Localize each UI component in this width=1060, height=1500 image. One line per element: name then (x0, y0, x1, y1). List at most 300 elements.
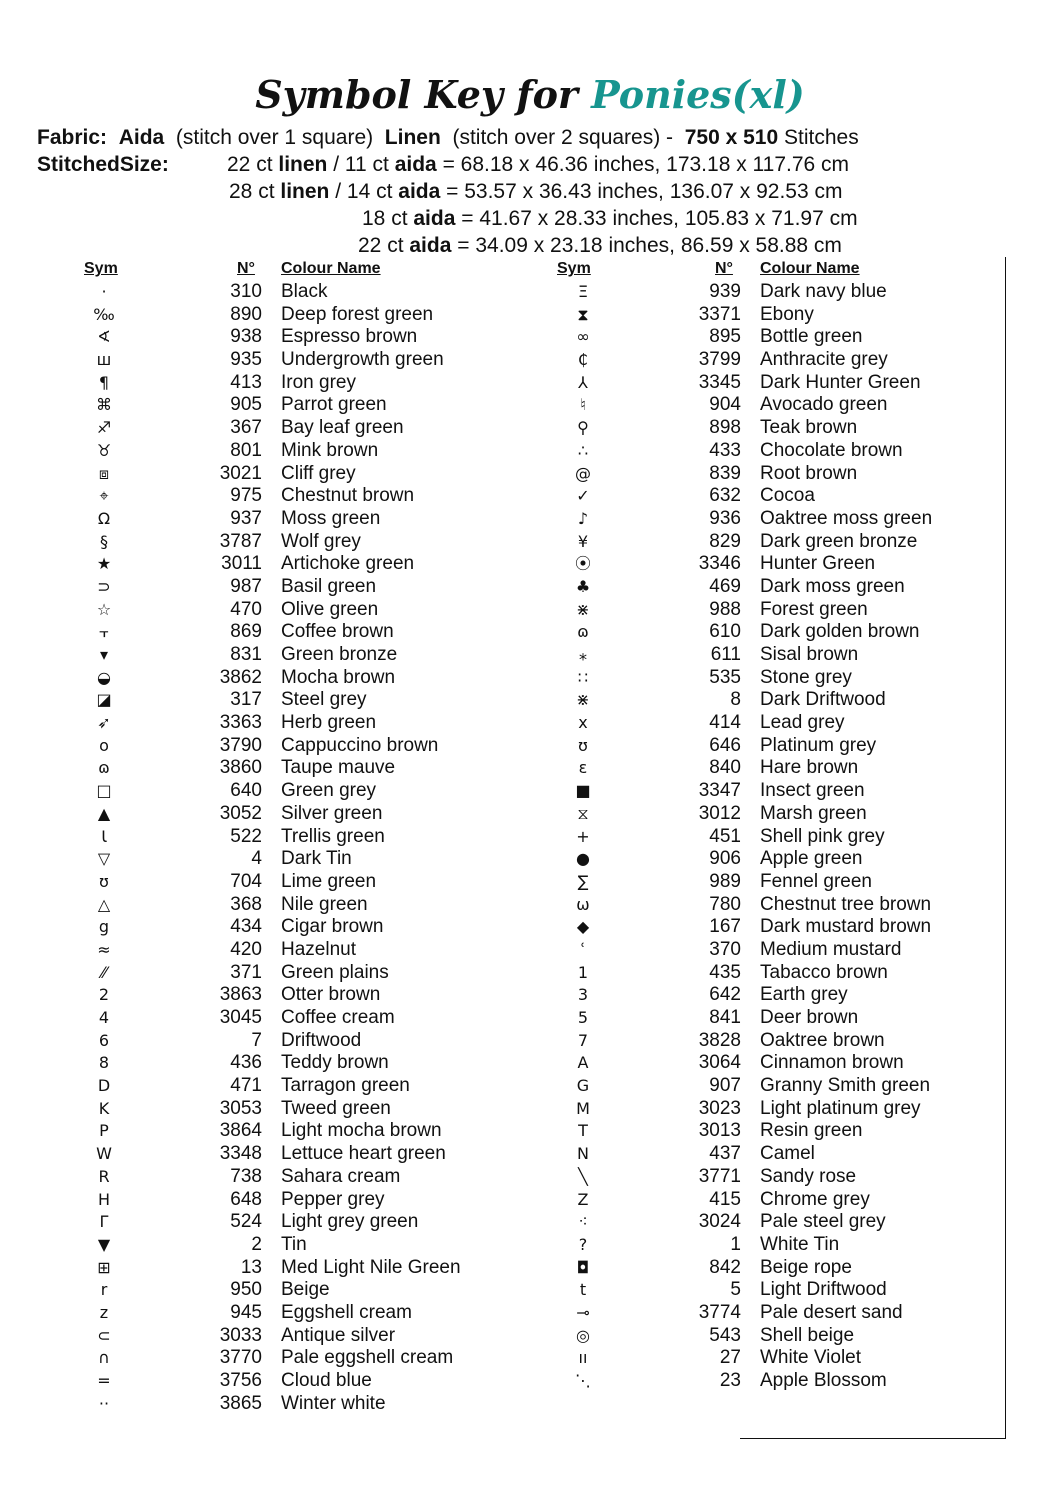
stitch-symbol: ω (576, 894, 590, 914)
floss-number: 371 (230, 961, 262, 983)
stitch-symbol: ⚲ (577, 418, 589, 438)
colour-name: Platinum grey (760, 734, 877, 756)
stitch-symbol: ◎ (576, 1325, 590, 1345)
stitch-symbol: ☆ (96, 599, 112, 619)
floss-number: 937 (230, 507, 262, 529)
colour-name: Tweed green (281, 1097, 391, 1119)
floss-number: 543 (709, 1324, 741, 1346)
colour-name: Bottle green (760, 326, 863, 348)
stitch-symbol: ε (578, 758, 588, 778)
stitch-symbol: ⋇ (576, 599, 590, 619)
stitched-size-label: StitchedSize: (37, 153, 169, 176)
colour-name: Otter brown (281, 984, 381, 1006)
stitch-symbol: ¶ (98, 372, 110, 392)
colour-name: Dark Hunter Green (760, 371, 921, 393)
colour-name: Light mocha brown (281, 1120, 442, 1142)
stitch-symbol: ∴ (577, 440, 589, 460)
stitch-symbol: D (97, 1076, 111, 1096)
floss-number: 3012 (698, 802, 741, 824)
stitch-symbol: ⊸ (576, 1302, 590, 1322)
floss-number: 415 (709, 1188, 741, 1210)
floss-number: 642 (709, 984, 741, 1006)
stitch-symbol: ⧖ (577, 803, 589, 823)
floss-number: 829 (709, 530, 741, 552)
colour-name: Antique silver (281, 1324, 396, 1346)
floss-number: 27 (719, 1347, 741, 1369)
colour-name: Sahara cream (281, 1165, 401, 1187)
colour-name: Chestnut brown (281, 485, 415, 507)
stitch-symbol: ♐ (96, 418, 112, 438)
colour-name: Shell pink grey (760, 825, 885, 847)
colour-name: Green plains (281, 961, 389, 983)
stitch-symbol: M (576, 1098, 590, 1118)
colour-name: Chestnut tree brown (760, 893, 932, 915)
colour-name: Lime green (281, 870, 377, 892)
colour-name: Winter white (281, 1392, 386, 1414)
stitch-symbol: ★ (96, 554, 112, 574)
stitch-symbol: ʊ (578, 735, 588, 755)
colour-name: Sisal brown (760, 644, 859, 665)
floss-number: 3756 (219, 1370, 262, 1391)
colour-name: Artichoke green (281, 553, 415, 575)
fabric-linen: Linen (384, 126, 441, 149)
colour-name: Steel grey (281, 689, 367, 711)
floss-number: 3348 (219, 1143, 262, 1165)
colour-name: Marsh green (760, 802, 867, 824)
floss-number: 704 (230, 870, 262, 892)
floss-number: 988 (709, 598, 741, 620)
colour-name: Hazelnut (281, 938, 356, 960)
colour-name: Moss green (281, 507, 381, 529)
stitch-symbol: □ (96, 781, 112, 801)
pattern-name: Ponies(xl) (591, 72, 805, 117)
colour-name: Bay leaf green (281, 417, 404, 439)
floss-number: 3346 (698, 553, 741, 575)
stitch-symbol: ♉ (96, 440, 112, 460)
stitch-symbol: 3 (577, 985, 589, 1005)
left-header-name: Colour Name (281, 260, 381, 277)
colour-name: Cliff grey (281, 462, 356, 484)
colour-name: Hare brown (760, 757, 859, 779)
stitch-symbol: ◆ (576, 917, 590, 937)
fabric-aida-note: (stitch over 1 square) (175, 126, 374, 149)
floss-number: 640 (230, 780, 262, 802)
stitch-symbol: 6 (98, 1030, 110, 1050)
right-header-num: N° (715, 260, 733, 277)
left-header-sym: Sym (84, 260, 118, 277)
floss-number: 469 (709, 575, 741, 597)
floss-number: 535 (709, 666, 741, 688)
colour-name: Deep forest green (281, 303, 434, 325)
stitch-symbol: o (99, 735, 109, 755)
stitch-symbol: H (97, 1189, 111, 1209)
floss-number: 646 (709, 734, 741, 756)
colour-name: Camel (760, 1143, 815, 1165)
colour-name: Silver green (281, 802, 383, 824)
colour-name: Hunter Green (760, 553, 876, 575)
floss-number: 801 (230, 439, 262, 461)
floss-number: 3052 (219, 802, 262, 824)
stitch-symbol: ⋇ (576, 690, 590, 710)
stitch-symbol: ⁎ (579, 645, 587, 664)
stitch-symbol: ⌘ (96, 395, 112, 415)
stitch-word: Stitches (784, 126, 859, 149)
stitch-symbol: Ξ (577, 282, 589, 301)
stitch-symbol: ■ (575, 781, 591, 801)
stitch-symbol: N (577, 1144, 589, 1164)
size-row-1: 22 ct linen / 11 ct aida = 68.18 x 46.36 inches, 173.18 x 117.76 cm (227, 153, 850, 176)
floss-number: 471 (230, 1075, 262, 1097)
floss-number: 1 (730, 1233, 741, 1255)
colour-name: Granny Smith green (760, 1075, 931, 1097)
stitch-symbol: W (96, 1144, 112, 1164)
floss-number: 437 (709, 1143, 741, 1165)
colour-name: Lead grey (760, 712, 845, 734)
stitch-symbol: ⊞ (97, 1257, 111, 1277)
floss-number: 435 (709, 961, 741, 983)
colour-name: Apple green (760, 848, 863, 870)
colour-name: Espresso brown (281, 326, 418, 348)
floss-number: 7 (251, 1029, 262, 1051)
stitch-symbol: ♮ (580, 395, 586, 415)
floss-number: 842 (709, 1256, 741, 1278)
colour-name: Basil green (281, 575, 377, 597)
floss-number: 939 (709, 281, 741, 302)
stitch-symbol: x (578, 713, 588, 733)
colour-name: Driftwood (281, 1029, 362, 1051)
stitch-symbol: ◪ (96, 690, 112, 710)
colour-name: Mink brown (281, 439, 379, 461)
floss-number: 3013 (698, 1120, 741, 1142)
floss-number: 905 (230, 394, 262, 416)
floss-number: 611 (710, 644, 741, 665)
colour-name: Chocolate brown (760, 439, 903, 461)
size-row-3: 18 ct aida = 41.67 x 28.33 inches, 105.83 x 71.97 cm (362, 207, 858, 230)
stitch-symbol: G (576, 1076, 590, 1096)
floss-number: 890 (230, 303, 262, 325)
floss-number: 3828 (698, 1029, 741, 1051)
floss-number: 3053 (219, 1097, 262, 1119)
floss-number: 23 (719, 1370, 741, 1391)
stitch-symbol: + (576, 826, 590, 846)
stitch-symbol: Ω (97, 508, 111, 528)
colour-name: Pale eggshell cream (281, 1347, 454, 1369)
stitch-symbol: ▾ (99, 645, 109, 664)
bracket-line-horizontal (740, 1438, 1006, 1439)
stitch-symbol: ‰ (93, 304, 115, 324)
floss-number: 317 (230, 689, 262, 711)
stitch-symbol: ∑ (577, 871, 589, 891)
stitch-symbol: ≈ (97, 939, 111, 959)
stitch-symbol: 2 (98, 985, 110, 1005)
stitch-symbol: ∞ (576, 327, 590, 347)
stitch-symbol: A (577, 1053, 589, 1073)
floss-number: 4 (251, 848, 262, 870)
floss-number: 413 (230, 371, 262, 393)
fabric-linen-note: (stitch over 2 squares) - (452, 126, 674, 149)
floss-number: 434 (230, 916, 262, 938)
stitch-symbol: ▼ (97, 1234, 111, 1254)
floss-number: 470 (230, 598, 262, 620)
colour-name: Light Driftwood (760, 1279, 887, 1301)
stitch-symbol: Γ (99, 1212, 109, 1232)
colour-name: Dark moss green (760, 575, 905, 597)
colour-name: Herb green (281, 712, 377, 734)
colour-name: Cigar brown (281, 916, 384, 938)
stitch-symbol: · (101, 282, 107, 301)
stitch-symbol: K (98, 1098, 110, 1118)
stitch-symbol: 8 (98, 1053, 110, 1073)
floss-number: 3363 (219, 712, 262, 734)
floss-number: 3064 (698, 1052, 741, 1074)
colour-name: Lettuce heart green (281, 1143, 446, 1165)
floss-number: 167 (709, 916, 741, 938)
floss-number: 3864 (219, 1120, 262, 1142)
floss-number: 3011 (221, 553, 262, 575)
stitch-symbol: ɷ (577, 622, 589, 642)
floss-number: 3023 (698, 1097, 741, 1119)
colour-name: Tabacco brown (760, 961, 888, 983)
floss-number: 3865 (219, 1392, 262, 1414)
stitch-symbol: ш (96, 350, 112, 370)
floss-number: 370 (709, 938, 741, 960)
stitch-symbol: 4 (98, 1008, 110, 1027)
colour-name: Olive green (281, 598, 379, 620)
floss-number: 780 (709, 893, 741, 915)
floss-number: 3033 (219, 1324, 262, 1346)
colour-name: Cloud blue (281, 1370, 372, 1391)
stitch-symbol: P (99, 1121, 109, 1141)
colour-name: Undergrowth green (281, 349, 444, 371)
stitch-count: 750 x 510 (684, 126, 779, 149)
stitch-symbol: ⧗ (577, 304, 589, 324)
colour-name: Green grey (281, 780, 377, 802)
stitch-symbol: ¥ (577, 531, 589, 551)
stitch-symbol: ıı (578, 1348, 588, 1368)
stitch-symbol: 1 (577, 962, 589, 982)
floss-number: 898 (709, 417, 741, 439)
colour-name: Deer brown (760, 1007, 859, 1028)
colour-name: Ebony (760, 303, 814, 325)
floss-number: 3024 (698, 1211, 741, 1233)
colour-name: Teak brown (760, 417, 858, 439)
colour-name: Light platinum grey (760, 1097, 921, 1119)
floss-number: 420 (230, 938, 262, 960)
stitch-symbol: ⫟ (99, 622, 109, 642)
colour-name: Beige (281, 1279, 330, 1301)
colour-name: Coffee cream (281, 1007, 395, 1028)
stitch-symbol: ▽ (97, 849, 111, 869)
stitch-symbol: ⅄ (578, 372, 588, 392)
floss-number: 3860 (219, 757, 262, 779)
colour-name: Pepper grey (281, 1188, 385, 1210)
floss-number: 3770 (219, 1347, 262, 1369)
stitch-symbol: t (579, 1280, 587, 1300)
stitch-symbol: ·· (98, 1393, 110, 1413)
fabric-line (37, 126, 859, 150)
colour-name: Avocado green (760, 394, 888, 416)
title-main: Symbol Key for (255, 72, 592, 117)
floss-number: 2 (251, 1233, 262, 1255)
floss-number: 907 (709, 1075, 741, 1097)
floss-number: 945 (230, 1301, 262, 1323)
stitch-symbol: ∩ (98, 1348, 110, 1368)
floss-number: 3790 (219, 734, 262, 756)
stitch-symbol: ⋱ (575, 1371, 591, 1390)
colour-name: Dark golden brown (760, 621, 920, 643)
colour-name: Dark Tin (281, 848, 352, 870)
floss-number: 895 (709, 326, 741, 348)
stitch-symbol: ╲ (578, 1166, 588, 1186)
colour-name: Beige rope (760, 1256, 852, 1278)
floss-number: 524 (230, 1211, 262, 1233)
right-header-name: Colour Name (760, 260, 860, 277)
stitch-symbol: ◒ (97, 667, 111, 687)
floss-number: 3862 (219, 666, 262, 688)
stitch-symbol: R (98, 1166, 110, 1186)
stitch-symbol: ∷ (577, 667, 589, 687)
colour-name: Anthracite grey (760, 349, 888, 371)
stitch-symbol: 5 (577, 1008, 589, 1027)
stitch-symbol: Z (577, 1189, 589, 1209)
colour-name: Iron grey (281, 371, 356, 393)
colour-name: Apple Blossom (760, 1370, 887, 1391)
stitch-symbol: T (578, 1121, 588, 1141)
stitch-symbol: = (97, 1371, 111, 1390)
stitch-symbol: △ (97, 894, 111, 914)
colour-name: Taupe mauve (281, 757, 396, 779)
stitch-symbol: ▲ (97, 803, 111, 823)
fabric-label: Fabric: (37, 126, 108, 149)
colour-name: Root brown (760, 462, 858, 484)
floss-number: 738 (230, 1165, 262, 1187)
colour-name: Green bronze (281, 644, 398, 665)
colour-name: Oaktree brown (760, 1029, 885, 1051)
floss-number: 368 (230, 893, 262, 915)
stitch-symbol: ∢ (97, 327, 111, 347)
colour-name: Cappuccino brown (281, 734, 439, 756)
stitch-symbol: g (98, 917, 110, 937)
colour-name: Resin green (760, 1120, 863, 1142)
floss-number: 869 (230, 621, 262, 643)
floss-number: 906 (709, 848, 741, 870)
stitch-symbol: ♣ (575, 576, 591, 596)
floss-number: 3774 (698, 1301, 741, 1323)
right-header-sym: Sym (557, 260, 591, 277)
stitch-symbol: ₵ (577, 350, 589, 370)
stitch-symbol: ɷ (98, 758, 110, 778)
left-header-num: N° (237, 260, 255, 277)
size-row-4: 22 ct aida = 34.09 x 23.18 inches, 86.59 x 58.88 cm (358, 234, 842, 257)
floss-number: 367 (230, 417, 262, 439)
colour-name: Nile green (281, 893, 368, 915)
colour-name: Medium mustard (760, 938, 902, 960)
colour-name: Sandy rose (760, 1165, 857, 1187)
floss-number: 975 (230, 485, 262, 507)
floss-number: 3371 (698, 303, 741, 325)
stitch-symbol: Ɩ (101, 826, 107, 846)
stitch-symbol: ? (578, 1234, 588, 1254)
stitch-symbol: ◘ (576, 1257, 590, 1277)
stitch-symbol: § (100, 531, 108, 551)
floss-number: 3863 (219, 984, 262, 1006)
stitch-symbol: z (99, 1302, 109, 1322)
floss-number: 436 (230, 1052, 262, 1074)
colour-name: Cinnamon brown (760, 1052, 904, 1074)
colour-name: Wolf grey (281, 530, 361, 552)
stitch-symbol: ʿ (580, 939, 586, 959)
stitch-symbol: ⁖ (578, 1212, 588, 1232)
floss-number: 13 (240, 1256, 262, 1278)
colour-name: Chrome grey (760, 1188, 870, 1210)
floss-number: 5 (730, 1279, 741, 1301)
page-title (0, 72, 1060, 117)
floss-number: 3787 (219, 530, 262, 552)
floss-number: 310 (230, 281, 262, 302)
stitch-symbol: ● (576, 849, 590, 869)
floss-number: 839 (709, 462, 741, 484)
colour-name: White Violet (760, 1347, 862, 1369)
floss-number: 3045 (219, 1007, 262, 1028)
floss-number: 3021 (219, 462, 262, 484)
floss-number: 904 (709, 394, 741, 416)
colour-name: Cocoa (760, 485, 815, 507)
colour-name: Eggshell cream (281, 1301, 412, 1323)
colour-name: Stone grey (760, 666, 852, 688)
colour-name: Shell beige (760, 1324, 855, 1346)
colour-name: Pale steel grey (760, 1211, 886, 1233)
colour-name: Mocha brown (281, 666, 396, 688)
floss-number: 451 (709, 825, 741, 847)
floss-number: 841 (709, 1007, 741, 1028)
colour-name: Light grey green (281, 1211, 419, 1233)
floss-number: 3347 (698, 780, 741, 802)
stitch-symbol: ⦿ (574, 554, 591, 574)
floss-number: 987 (230, 575, 262, 597)
colour-name: Dark mustard brown (760, 916, 932, 938)
floss-number: 3345 (698, 371, 741, 393)
floss-number: 632 (709, 485, 741, 507)
floss-number: 938 (230, 326, 262, 348)
stitch-symbol: ✓ (576, 486, 590, 506)
floss-number: 433 (709, 439, 741, 461)
floss-number: 8 (730, 689, 741, 711)
floss-number: 648 (230, 1188, 262, 1210)
floss-number: 522 (230, 825, 262, 847)
colour-name: Fennel green (760, 870, 872, 892)
floss-number: 831 (230, 644, 262, 665)
colour-name: Pale desert sand (760, 1301, 903, 1323)
stitch-symbol: r (100, 1280, 108, 1300)
bracket-line-vertical (1005, 257, 1006, 1439)
floss-number: 840 (709, 757, 741, 779)
stitch-symbol: @ (575, 463, 591, 483)
stitch-symbol: ⊃ (97, 576, 111, 596)
colour-name: Tarragon green (281, 1075, 410, 1097)
fabric-aida: Aida (118, 126, 165, 149)
stitch-symbol: ʊ (99, 871, 109, 891)
floss-number: 3771 (698, 1165, 741, 1187)
colour-name: Tin (281, 1233, 307, 1255)
stitch-symbol: ⧈ (98, 463, 110, 483)
stitch-symbol: ⌖ (99, 486, 109, 506)
size-row-2: 28 ct linen / 14 ct aida = 53.57 x 36.43 inches, 136.07 x 92.53 cm (229, 180, 843, 203)
floss-number: 989 (709, 870, 741, 892)
floss-number: 3799 (698, 349, 741, 371)
colour-name: Oaktree moss green (760, 507, 933, 529)
floss-number: 610 (709, 621, 741, 643)
colour-name: Insect green (760, 780, 865, 802)
